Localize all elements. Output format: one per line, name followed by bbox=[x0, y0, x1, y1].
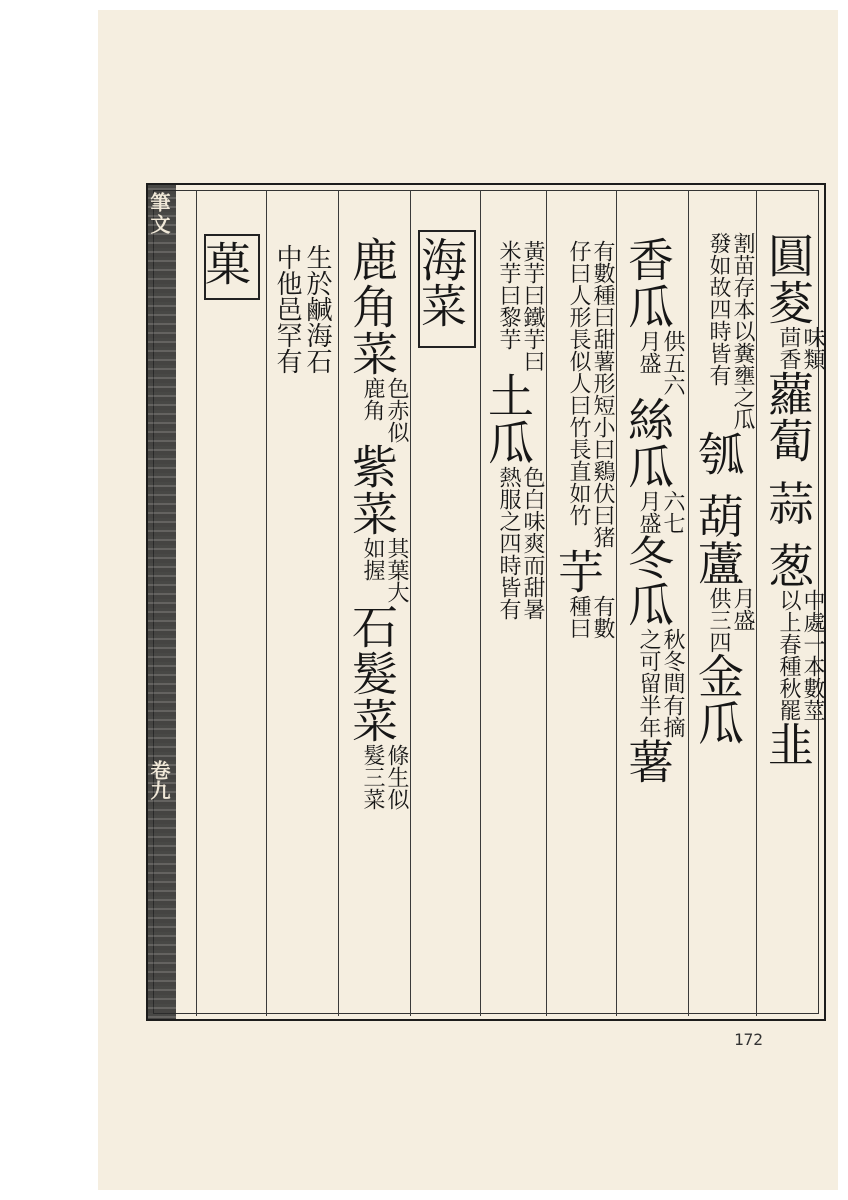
gloss bbox=[566, 240, 614, 548]
gloss-line: 生於鹹海石 bbox=[302, 244, 332, 374]
column-rule bbox=[196, 190, 197, 1016]
vegetable-title: 石髮菜 bbox=[345, 603, 399, 744]
gloss-line: 米芋曰黎芋 bbox=[496, 240, 521, 350]
gloss bbox=[636, 490, 684, 534]
vegetable-title: 冬瓜 bbox=[621, 534, 675, 628]
gloss-line: 髮三菜 bbox=[360, 744, 385, 810]
gloss bbox=[360, 377, 408, 443]
text-column-5 bbox=[481, 240, 545, 1020]
gloss-line: 鹿角 bbox=[360, 377, 385, 421]
gloss bbox=[776, 589, 824, 721]
gloss bbox=[706, 232, 754, 430]
vegetable-list: 瓠 葫蘆 bbox=[691, 430, 745, 587]
gloss-line: 供三四 bbox=[706, 586, 731, 653]
vegetable-title: 薯 bbox=[621, 738, 675, 785]
vegetable-title: 圓荾 bbox=[761, 232, 815, 326]
gloss-line: 味類 bbox=[800, 326, 825, 370]
gloss-line: 中他邑罕有 bbox=[272, 244, 302, 374]
gloss-line: 六七 bbox=[660, 490, 685, 534]
gloss-line: 黃芋曰鐵芋曰 bbox=[520, 240, 545, 372]
gloss-line: 熱服之四時皆有 bbox=[496, 466, 521, 620]
vegetable-title: 絲瓜 bbox=[621, 396, 675, 490]
vegetable-title: 鹿角菜 bbox=[345, 236, 399, 377]
section-header-seaweed: 海菜 bbox=[414, 236, 468, 328]
vegetable-title: 香瓜 bbox=[621, 236, 675, 330]
column-rule bbox=[616, 190, 617, 1016]
gloss bbox=[496, 466, 544, 620]
gloss-line: 供五六 bbox=[660, 330, 685, 396]
text-column-8 bbox=[270, 244, 332, 1024]
gloss-line: 色赤似 bbox=[384, 377, 409, 443]
gloss-line: 仔曰人形長似人曰竹長直如竹 bbox=[566, 240, 591, 526]
column-rule bbox=[480, 190, 481, 1016]
gloss-line: 其葉大 bbox=[384, 537, 409, 603]
column-rule bbox=[266, 190, 267, 1016]
vegetable-title: 土瓜 bbox=[481, 372, 535, 466]
column-rule bbox=[546, 190, 547, 1016]
gloss bbox=[566, 595, 614, 639]
text-column-7 bbox=[344, 236, 408, 1016]
gloss-line: 以上春種秋罷 bbox=[776, 589, 801, 722]
spine-band bbox=[148, 185, 176, 1019]
gloss bbox=[776, 326, 824, 370]
gloss-line: 色白味爽而甜暑 bbox=[520, 466, 545, 620]
vegetable-title: 紫菜 bbox=[345, 443, 399, 537]
text-column-2 bbox=[692, 232, 754, 1012]
gloss bbox=[360, 744, 408, 810]
gloss-line: 有數種曰甜薯形短小曰鷄伏曰猪 bbox=[590, 240, 615, 548]
gloss bbox=[636, 628, 684, 738]
gloss bbox=[360, 537, 408, 603]
gloss-line: 如握 bbox=[360, 537, 385, 581]
column-rule bbox=[756, 190, 757, 1016]
gloss bbox=[272, 244, 332, 374]
gloss bbox=[496, 240, 544, 372]
vegetable-title: 金瓜 bbox=[691, 652, 745, 747]
gloss bbox=[706, 587, 754, 653]
gloss-line: 月盛 bbox=[730, 586, 755, 631]
gloss-line: 月盛 bbox=[636, 330, 661, 374]
spine-folio: 卷九 bbox=[147, 760, 171, 800]
column-rule bbox=[338, 190, 339, 1016]
gloss bbox=[636, 330, 684, 396]
text-column-3 bbox=[620, 236, 684, 1016]
vegetable-list: 蘿蔔 蒜 葱 bbox=[761, 370, 815, 590]
text-column-4 bbox=[550, 240, 614, 1020]
gloss-line: 有數 bbox=[590, 595, 615, 639]
page-number: 172 bbox=[734, 1030, 763, 1049]
gloss-line: 種曰 bbox=[566, 595, 591, 639]
gloss-line: 月盛 bbox=[636, 490, 661, 534]
text-column-1 bbox=[762, 232, 824, 1012]
vegetable-title: 芋 bbox=[551, 548, 605, 595]
gloss-line: 之可留半年 bbox=[636, 628, 661, 738]
gloss-line: 條生似 bbox=[384, 744, 409, 810]
gloss-line: 茴香 bbox=[776, 326, 801, 370]
gloss-line: 秋冬間有摘 bbox=[660, 628, 685, 738]
gloss-line: 中處一本數莖 bbox=[800, 589, 825, 722]
spine-label: 筆文 bbox=[147, 192, 171, 236]
section-header-fruit: 菓 bbox=[198, 240, 252, 286]
column-rule bbox=[688, 190, 689, 1016]
gloss-line: 割苗存本以糞壅之瓜 bbox=[730, 232, 755, 430]
vegetable-title: 韭 bbox=[761, 721, 815, 769]
gloss-line: 發如故四時皆有 bbox=[706, 232, 731, 386]
